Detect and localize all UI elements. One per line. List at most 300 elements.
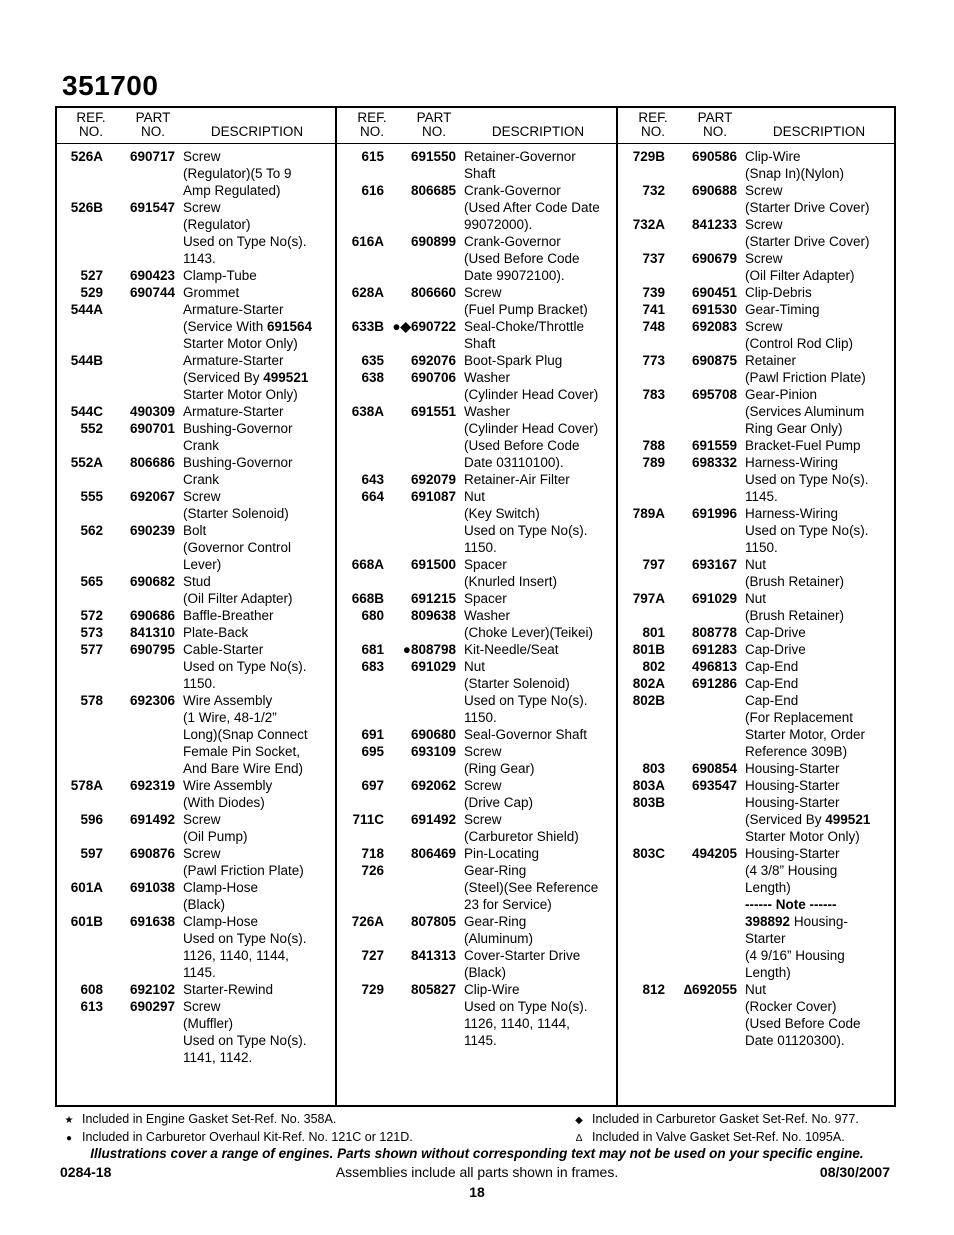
description-line: 1145.: [745, 489, 778, 504]
description-line: Clip-Wire: [464, 982, 520, 997]
description-line: [745, 811, 900, 828]
description-line: Used on Type No(s).: [464, 523, 588, 538]
description-line: Washer: [464, 370, 511, 385]
part-row: [338, 607, 619, 641]
part-row: [619, 590, 900, 624]
part-header: PART: [416, 110, 452, 125]
part-description: [464, 556, 619, 590]
assembly-note: Assemblies include all parts shown in frames.: [335, 1164, 619, 1180]
part-description: [745, 760, 900, 777]
part-number: [103, 352, 175, 403]
ref-number: 608: [80, 982, 103, 997]
description-line: Used on Type No(s).: [745, 523, 869, 538]
description-line: (Starter Drive Cover): [745, 234, 870, 249]
description-line: (Used Before Code: [745, 1016, 861, 1031]
description-line: Date 03110100).: [464, 455, 564, 470]
part-header: NO.: [702, 124, 727, 139]
part-description: [745, 794, 900, 845]
description-line: Shaft: [464, 336, 496, 351]
description-line: Bracket-Fuel Pump: [745, 438, 861, 453]
part-header: NO.: [421, 124, 446, 139]
description-header: DESCRIPTION: [210, 124, 304, 139]
part-number: 691215: [410, 591, 456, 606]
part-number: 691638: [129, 914, 175, 929]
part-row: [57, 624, 338, 641]
description-line: Screw: [464, 812, 502, 827]
part-number: 691530: [691, 302, 737, 317]
ref-number: 573: [80, 625, 103, 640]
description-line: Harness-Wiring: [745, 455, 839, 470]
part-number: 691087: [410, 489, 456, 504]
description-line: (Pawl Friction Plate): [745, 370, 866, 385]
part-number: 806685: [410, 183, 456, 198]
document-date: 08/30/2007: [819, 1164, 890, 1180]
part-number: [665, 692, 737, 760]
description-line: Bushing-Governor: [183, 421, 293, 436]
bold-text: 398892: [745, 914, 791, 929]
legend-text: Included in Carburetor Overhaul Kit-Ref. No. 121C or 121D.: [82, 1130, 413, 1144]
ref-number: 578: [80, 693, 103, 708]
part-row: [338, 556, 619, 590]
description-line: Cable-Starter: [183, 642, 264, 657]
part-row: [57, 811, 338, 845]
ref-number: 695: [361, 744, 384, 759]
description-line: Used on Type No(s).: [183, 1033, 307, 1048]
part-number: 690875: [691, 353, 737, 368]
description-line: Kit-Needle/Seat: [464, 642, 559, 657]
part-description: [183, 624, 338, 641]
description-line: (Aluminum): [464, 931, 534, 946]
description-line: Used on Type No(s).: [183, 659, 307, 674]
bold-text: ------ Note ------: [745, 897, 837, 912]
part-number: 692062: [410, 778, 456, 793]
part-description: [745, 624, 900, 641]
part-number: 692102: [129, 982, 175, 997]
parts-column-2: [338, 108, 619, 1049]
part-number: 690701: [129, 421, 175, 436]
part-header: PART: [697, 110, 733, 125]
part-row: [57, 199, 338, 267]
part-number: 690682: [129, 574, 175, 589]
description-line: Clamp-Hose: [183, 914, 259, 929]
page-number: 18: [469, 1184, 485, 1200]
ref-number: 616A: [351, 234, 384, 249]
description-line: Starter Motor Only): [183, 387, 298, 402]
part-description: [183, 998, 338, 1066]
description-line: Screw: [183, 846, 221, 861]
description-line: Screw: [464, 285, 502, 300]
description-line: Used on Type No(s).: [745, 472, 869, 487]
part-number: 690586: [691, 149, 737, 164]
description-line: (Fuel Pump Bracket): [464, 302, 588, 317]
description-line: (Snap In)(Nylon): [745, 166, 845, 181]
part-description: [183, 845, 338, 879]
part-row: [619, 454, 900, 505]
part-row: [57, 845, 338, 879]
ref-number: 633B: [351, 319, 384, 334]
part-description: [183, 284, 338, 301]
part-row: [619, 505, 900, 556]
ref-number: 732: [642, 183, 665, 198]
description-line: Lever): [183, 557, 222, 572]
part-row: [619, 216, 900, 250]
text: (Serviced By: [745, 812, 826, 827]
part-description: [745, 454, 900, 505]
ref-number: 741: [642, 302, 665, 317]
ref-number: 562: [80, 523, 103, 538]
ref-number: 596: [80, 812, 103, 827]
ref-number: 803B: [632, 795, 665, 810]
part-number: 806686: [129, 455, 175, 470]
ref-number: 726: [361, 863, 384, 878]
part-row: [57, 301, 338, 352]
part-row: [619, 981, 900, 1049]
ref-number: 683: [361, 659, 384, 674]
ref-number: 527: [80, 268, 103, 283]
ref-number: 544C: [70, 404, 103, 419]
description-line: Crank-Governor: [464, 234, 561, 249]
part-description: [464, 726, 619, 743]
description-line: Cap-End: [745, 693, 799, 708]
part-number: 691038: [129, 880, 175, 895]
part-description: [464, 845, 619, 862]
description-line: Reference 309B): [745, 744, 848, 759]
part-description: [745, 216, 900, 250]
description-line: Starter Motor Only): [183, 336, 298, 351]
description-line: 1143.: [183, 251, 216, 266]
part-row: [57, 148, 338, 199]
legend-symbol-icon: ◆: [575, 1115, 583, 1126]
part-description: [464, 743, 619, 777]
description-line: Armature-Starter: [183, 353, 284, 368]
part-description: [464, 471, 619, 488]
description-line: (Used Before Code: [464, 438, 580, 453]
part-number: 490309: [129, 404, 175, 419]
description-line: Washer: [464, 608, 511, 623]
description-line: Retainer-Governor: [464, 149, 576, 164]
description-line: 1150.: [745, 540, 778, 555]
parts-table: [55, 106, 896, 1107]
part-number: 692319: [129, 778, 175, 793]
part-row: [619, 658, 900, 675]
part-row: [57, 352, 338, 403]
description-line: (Ring Gear): [464, 761, 535, 776]
part-number: 695708: [691, 387, 737, 402]
legend-item: [570, 1129, 859, 1147]
part-description: [464, 488, 619, 556]
description-line: Screw: [464, 778, 502, 793]
description-line: Gear-Ring: [464, 914, 527, 929]
part-description: [183, 403, 338, 420]
description-line: Screw: [183, 149, 221, 164]
part-number: 691550: [410, 149, 456, 164]
part-description: [464, 607, 619, 641]
ref-number: 739: [642, 285, 665, 300]
document-number: 0284-18: [60, 1164, 112, 1180]
description-line: (With Diodes): [183, 795, 265, 810]
ref-number: 643: [361, 472, 384, 487]
legend-symbol-icon: ★: [64, 1115, 74, 1126]
part-description: [183, 301, 338, 352]
description-line: Starter-Rewind: [183, 982, 274, 997]
description-line: (Cylinder Head Cover): [464, 421, 599, 436]
part-number: 496813: [691, 659, 737, 674]
legend-item: [570, 1111, 859, 1129]
part-description: [745, 845, 900, 981]
description-line: Clamp-Hose: [183, 880, 259, 895]
part-description: [464, 403, 619, 471]
part-description: [183, 879, 338, 913]
part-row: [57, 879, 338, 913]
part-row: [338, 284, 619, 318]
part-description: [183, 811, 338, 845]
description-line: (Used After Code Date: [464, 200, 600, 215]
text: (Serviced By: [183, 370, 264, 385]
part-number: 690899: [410, 234, 456, 249]
part-row: [57, 267, 338, 284]
part-row: [57, 522, 338, 573]
description-line: Nut: [745, 591, 767, 606]
part-row: [57, 573, 338, 607]
part-description: [745, 675, 900, 692]
description-line: Nut: [464, 659, 486, 674]
ref-number: 789A: [632, 506, 665, 521]
text: Housing-: [790, 914, 848, 929]
ref-number: 748: [642, 319, 665, 334]
description-line: Screw: [745, 251, 783, 266]
part-description: [464, 913, 619, 947]
ref-number: 526A: [70, 149, 103, 164]
part-number: 691500: [410, 557, 456, 572]
description-line: Cover-Starter Drive: [464, 948, 581, 963]
description-line: Screw: [745, 217, 783, 232]
part-number: 690688: [691, 183, 737, 198]
description-line: Crank: [183, 438, 220, 453]
description-line: (Starter Solenoid): [464, 676, 570, 691]
description-line: Spacer: [464, 591, 507, 606]
part-row: [57, 913, 338, 981]
description-line: [745, 913, 900, 930]
part-description: [183, 913, 338, 981]
part-number: 691547: [129, 200, 175, 215]
part-description: [464, 947, 619, 981]
part-description: [464, 590, 619, 607]
part-number: 692079: [410, 472, 456, 487]
part-description: [183, 692, 338, 777]
part-number: 690451: [691, 285, 737, 300]
part-description: [745, 318, 900, 352]
description-line: (Services Aluminum: [745, 404, 865, 419]
part-row: [619, 675, 900, 692]
description-line: Clip-Wire: [745, 149, 801, 164]
part-number: 692083: [691, 319, 737, 334]
part-row: [57, 981, 338, 998]
description-line: Screw: [464, 744, 502, 759]
description-line: 1145.: [464, 1033, 497, 1048]
part-description: [745, 981, 900, 1049]
parts-list: [57, 148, 338, 1066]
ref-number: 802B: [632, 693, 665, 708]
ref-number: 680: [361, 608, 384, 623]
bold-text: 691564: [267, 319, 313, 334]
part-row: [619, 386, 900, 437]
part-number: 691286: [691, 676, 737, 691]
part-description: [183, 454, 338, 488]
description-line: (1 Wire, 48-1/2”: [183, 710, 277, 725]
part-row: [619, 845, 900, 981]
part-row: [619, 556, 900, 590]
part-row: [338, 777, 619, 811]
ref-number: 668A: [351, 557, 384, 572]
part-row: [619, 760, 900, 777]
ref-number: 577: [80, 642, 103, 657]
ref-header: REF.: [357, 110, 387, 125]
ref-number: 565: [80, 574, 103, 589]
part-row: [338, 471, 619, 488]
description-line: (Brush Retainer): [745, 574, 845, 589]
description-line: 1145.: [183, 965, 216, 980]
part-description: [745, 641, 900, 658]
ref-number: 802A: [632, 676, 665, 691]
part-number: [665, 794, 737, 845]
part-row: [57, 777, 338, 811]
part-number: 690706: [410, 370, 456, 385]
ref-number: 544A: [70, 302, 103, 317]
part-description: [183, 522, 338, 573]
description-line: Screw: [183, 999, 221, 1014]
description-line: And Bare Wire End): [183, 761, 304, 776]
description-line: (Regulator)(5 To 9: [183, 166, 292, 181]
description-line: Housing-Starter: [745, 761, 840, 776]
description-line: Screw: [745, 183, 783, 198]
description-line: Gear-Ring: [464, 863, 527, 878]
legend-item: [60, 1129, 413, 1147]
description-header: DESCRIPTION: [491, 124, 585, 139]
description-line: (Governor Control: [183, 540, 292, 555]
description-line: (4 3/8” Housing: [745, 863, 838, 878]
description-line: (Key Switch): [464, 506, 540, 521]
legend-symbol-icon: ●: [65, 1133, 73, 1144]
description-line: (Carburetor Shield): [464, 829, 579, 844]
part-number: [103, 301, 175, 352]
legend-left: [60, 1111, 413, 1147]
description-line: [183, 369, 338, 386]
description-line: Washer: [464, 404, 511, 419]
description-line: [745, 896, 900, 913]
part-description: [464, 862, 619, 913]
part-number: 808778: [691, 625, 737, 640]
description-line: (Knurled Insert): [464, 574, 558, 589]
ref-number: 529: [80, 285, 103, 300]
description-line: Crank: [183, 472, 220, 487]
ref-number: 729: [361, 982, 384, 997]
part-description: [464, 811, 619, 845]
part-number: 692306: [129, 693, 175, 708]
part-row: [338, 182, 619, 233]
ref-number: 718: [361, 846, 384, 861]
description-line: Shaft: [464, 166, 496, 181]
part-number: 690686: [129, 608, 175, 623]
ref-number: 638A: [351, 404, 384, 419]
ref-number: 729B: [632, 149, 665, 164]
part-description: [464, 981, 619, 1049]
description-line: Female Pin Socket,: [183, 744, 301, 759]
description-line: Nut: [745, 982, 767, 997]
part-row: [338, 862, 619, 913]
part-row: [619, 624, 900, 641]
part-number: 691492: [410, 812, 456, 827]
column-header: [338, 108, 619, 144]
ref-number: 803C: [632, 846, 665, 861]
part-number: 806469: [410, 846, 456, 861]
ref-number: 697: [361, 778, 384, 793]
part-description: [464, 777, 619, 811]
part-number: 805827: [410, 982, 456, 997]
part-row: [57, 420, 338, 454]
description-line: [183, 318, 338, 335]
part-row: [619, 148, 900, 182]
description-line: Gear-Timing: [745, 302, 820, 317]
part-description: [183, 777, 338, 811]
part-description: [183, 352, 338, 403]
description-line: (Muffler): [183, 1016, 234, 1031]
ref-number: 555: [80, 489, 103, 504]
description-line: Screw: [183, 812, 221, 827]
part-header: NO.: [140, 124, 165, 139]
ref-number: 635: [361, 353, 384, 368]
description-line: Crank-Governor: [464, 183, 561, 198]
part-row: [338, 913, 619, 947]
part-description: [745, 352, 900, 386]
part-number: 691029: [410, 659, 456, 674]
ref-number: 783: [642, 387, 665, 402]
description-line: (Black): [464, 965, 507, 980]
ref-number: 572: [80, 608, 103, 623]
part-row: [338, 947, 619, 981]
ref-number: 526B: [70, 200, 103, 215]
part-number: 690717: [129, 149, 175, 164]
description-line: Gear-Pinion: [745, 387, 818, 402]
column-header: [619, 108, 900, 144]
ref-number: 628A: [351, 285, 384, 300]
description-line: Nut: [464, 489, 486, 504]
ref-number: 711C: [352, 812, 384, 827]
part-number: ●◆690722: [392, 319, 456, 334]
parts-list: [338, 148, 619, 1049]
part-number: 841310: [129, 625, 175, 640]
description-line: Used on Type No(s).: [464, 999, 588, 1014]
description-line: Starter Motor, Order: [745, 727, 866, 742]
ref-number: 801B: [632, 642, 665, 657]
description-line: (Oil Filter Adapter): [183, 591, 293, 606]
part-description: [464, 369, 619, 403]
part-number: 807805: [410, 914, 456, 929]
description-line: Nut: [745, 557, 767, 572]
part-row: [57, 998, 338, 1066]
description-line: Long)(Snap Connect: [183, 727, 308, 742]
part-number: 690795: [129, 642, 175, 657]
ref-number: 601A: [70, 880, 103, 895]
part-row: [619, 318, 900, 352]
ref-number: 812: [642, 982, 665, 997]
part-description: [745, 148, 900, 182]
description-line: Used on Type No(s).: [183, 931, 307, 946]
part-number: 690744: [129, 285, 175, 300]
part-description: [745, 505, 900, 556]
text: (Service With: [183, 319, 268, 334]
part-description: [745, 692, 900, 760]
description-line: 23 for Service): [464, 897, 552, 912]
